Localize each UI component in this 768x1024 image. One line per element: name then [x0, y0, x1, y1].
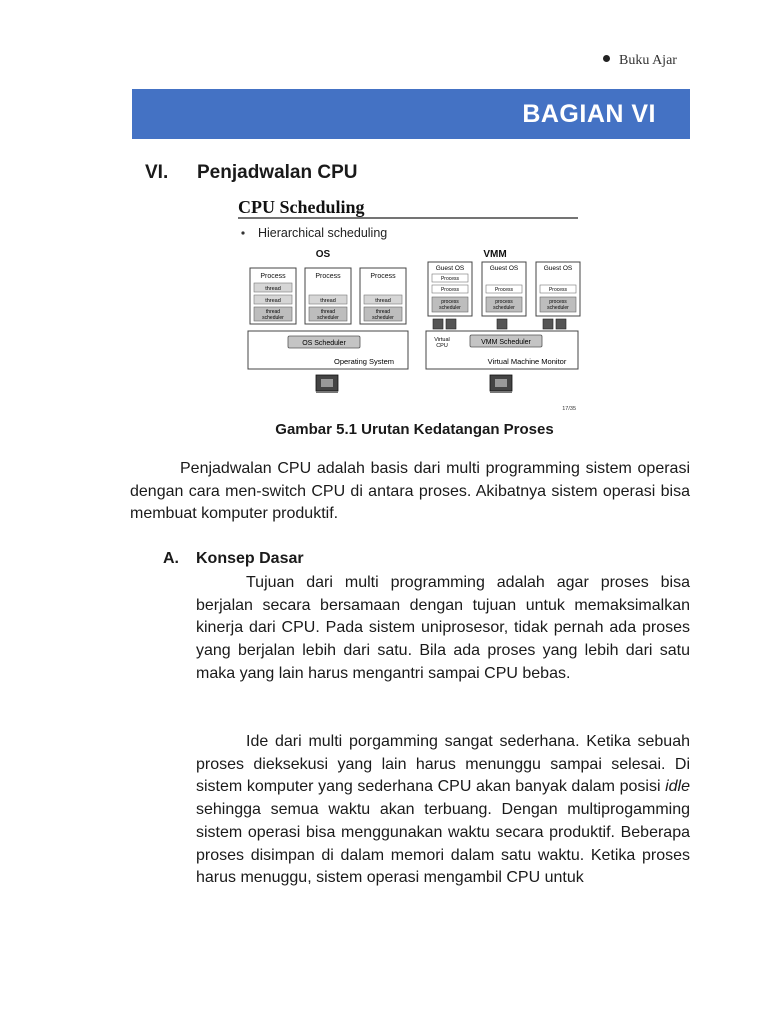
chapter-title: BAGIAN VI	[522, 100, 656, 128]
guest-os-3	[536, 262, 580, 316]
os-label: OS	[315, 249, 331, 260]
subsection-heading	[163, 550, 304, 568]
guest-os-1	[428, 262, 472, 316]
os-process-2	[305, 268, 351, 324]
process-label: Process	[440, 276, 460, 282]
chip-icon	[433, 319, 443, 329]
cpu-chip-icon	[316, 375, 338, 392]
chip-icon	[446, 319, 456, 329]
process-scheduler-label: process	[549, 299, 567, 305]
cpu-scheduling-figure	[232, 192, 584, 415]
vmm-scheduler-label: VMM Scheduler	[481, 339, 531, 346]
operating-system-box	[248, 331, 408, 369]
thread-label: thread	[265, 298, 281, 304]
vmm-label: VMM	[483, 249, 507, 260]
section-title: Penjadwalan CPU	[197, 162, 358, 183]
virtual-cpu-label: CPU	[436, 343, 448, 349]
slide-number: 17/35	[562, 406, 576, 412]
thread-label: thread	[320, 298, 336, 304]
chip-icon	[497, 319, 507, 329]
paragraph-2-part-b: sehingga semua waktu akan terbuang. Dengan multiprogamming sistem operasi bisa menggunakan waktu secara produktif. Beberapa proses disimpan di dalam memori dalam satu waktu. Ketika proses harus menuggu, sistem operasi mengambil CPU untuk	[196, 801, 690, 887]
thread-label: thread	[265, 286, 281, 292]
bullet-icon	[603, 55, 610, 62]
process-label: Process	[370, 273, 396, 280]
figure-caption: Gambar 5.1 Urutan Kedatangan Proses	[275, 421, 554, 438]
guest-os-label: Guest OS	[543, 265, 573, 272]
os-process-1	[250, 268, 296, 324]
process-label: Process	[440, 287, 460, 293]
chip-icon	[556, 319, 566, 329]
subsection-title: Konsep Dasar	[196, 550, 304, 567]
thread-scheduler-label: scheduler	[262, 315, 284, 321]
process-scheduler-label: process	[441, 299, 459, 305]
bullet-icon	[241, 231, 244, 234]
paragraph-2-part-a: Ide dari multi porgamming sangat sederhana. Ketika sebuah proses dieksekusi yang lain harus menunggu sampai selesai. Di sistem komputer yang sederhana CPU akan banyak dalam posisi	[196, 733, 690, 796]
virtual-cpu-label: Virtual	[434, 337, 450, 343]
os-process-3	[360, 268, 406, 324]
os-scheduler-label: OS Scheduler	[302, 340, 346, 347]
figure-bullet: Hierarchical scheduling	[258, 226, 388, 240]
guest-os-label: Guest OS	[489, 265, 519, 272]
thread-label: thread	[375, 298, 391, 304]
paragraph-2-italic: idle	[665, 778, 690, 796]
guest-os-2	[482, 262, 526, 316]
intro-paragraph: Penjadwalan CPU adalah basis dari multi programming sistem operasi dengan cara men-switch CPU di antara proses. Akibatnya sistem operasi bisa membuat komputer produktif.	[130, 460, 690, 523]
virtual-machine-monitor-box	[426, 331, 578, 369]
thread-scheduler-label: thread	[265, 309, 281, 315]
thread-scheduler-label: thread	[320, 309, 336, 315]
process-scheduler-label: scheduler	[493, 305, 515, 311]
process-label: Process	[494, 287, 514, 293]
chapter-banner	[132, 89, 690, 139]
process-scheduler-label: scheduler	[547, 305, 569, 311]
guest-os-label: Guest OS	[435, 265, 465, 272]
thread-scheduler-label: scheduler	[372, 315, 394, 321]
section-heading	[145, 162, 358, 184]
thread-scheduler-label: scheduler	[317, 315, 339, 321]
paragraph-1: Tujuan dari multi programming adalah agar proses bisa berjalan secara bersamaan dengan tujuan untuk memaksimalkan kinerja dari CPU. Pada sistem uniprosesor, tidak pernah ada proses yang berjalan lebih dari satu. Bila ada proses yang lebih dari satu maka yang lain harus mengantri sampai CPU bebas.	[196, 574, 690, 682]
book-label: Buku Ajar	[619, 53, 677, 68]
section-number: VI.	[145, 162, 169, 183]
running-header	[603, 53, 677, 69]
operating-system-label: Operating System	[333, 357, 395, 366]
process-scheduler-label: scheduler	[439, 305, 461, 311]
process-label: Process	[260, 273, 286, 280]
vmm-full-label: Virtual Machine Monitor	[487, 357, 567, 366]
paragraph-2	[196, 731, 690, 890]
figure-title: CPU Scheduling	[238, 197, 365, 217]
virtual-cpu-chips	[433, 319, 566, 329]
chip-icon	[543, 319, 553, 329]
process-label: Process	[315, 273, 341, 280]
cpu-chip-icon	[490, 375, 512, 392]
process-scheduler-label: process	[495, 299, 513, 305]
process-label: Process	[548, 287, 568, 293]
thread-scheduler-label: thread	[375, 309, 391, 315]
subsection-number: A.	[163, 550, 179, 567]
figure-diagram	[232, 192, 584, 415]
